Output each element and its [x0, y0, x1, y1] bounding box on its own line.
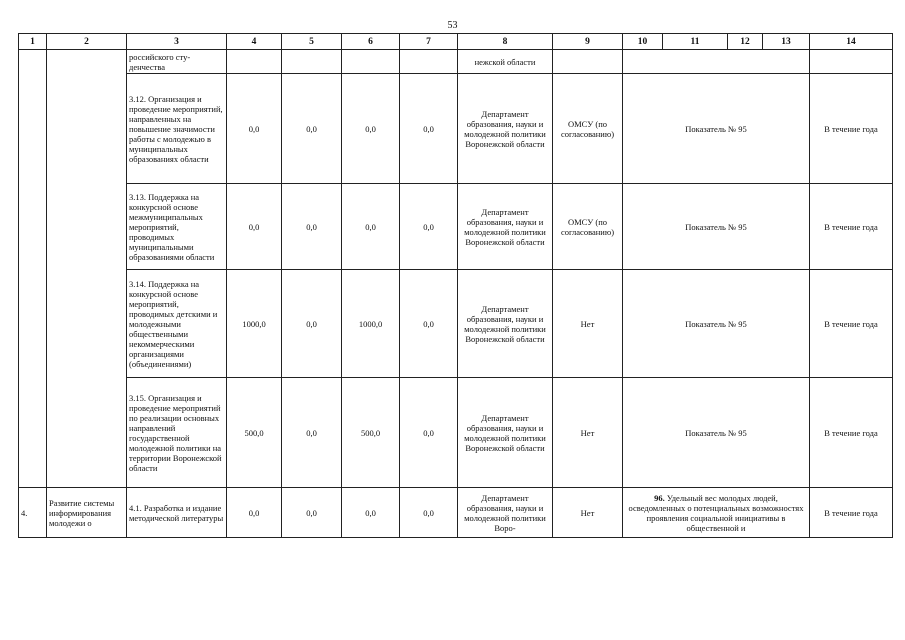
- indicator-cell: Показатель № 95: [623, 184, 810, 270]
- value-cell: 0,0: [400, 378, 458, 488]
- deadline-cell: В течение года: [810, 184, 893, 270]
- executor-cell: Департамент образования, науки и молодежной политики Воронежской области: [458, 184, 553, 270]
- indicator-cell: Показатель № 95: [623, 270, 810, 378]
- col-num-8: 8: [458, 34, 553, 50]
- value-cell: 0,0: [400, 74, 458, 184]
- deadline-cell: В течение года: [810, 488, 893, 538]
- value-cell: 0,0: [342, 488, 400, 538]
- value-cell: 0,0: [227, 74, 282, 184]
- col-num-7: 7: [400, 34, 458, 50]
- value-cell: 0,0: [400, 270, 458, 378]
- deadline-cell: В течение года: [810, 74, 893, 184]
- value-cell: 0,0: [227, 184, 282, 270]
- activity-cell: 3.13. Поддержка на конкурсной основе межмуниципальных мероприятий, проводимых муниципальными образованиями области: [127, 184, 227, 270]
- value-cell: 0,0: [282, 378, 342, 488]
- indicator-cell: [623, 488, 810, 538]
- col-num-12: 12: [728, 34, 763, 50]
- col-num-11: 11: [663, 34, 728, 50]
- indicator-text: Удельный вес молодых людей, осведомленных о потенциальных возможностях проявления социальной инициативы в общественной и: [628, 492, 804, 533]
- col1-empty: [19, 50, 47, 488]
- value-cell: 0,0: [400, 184, 458, 270]
- coexecutor-cell: Нет: [553, 378, 623, 488]
- table-row: [19, 270, 893, 378]
- table-row: [19, 378, 893, 488]
- value-cell: 0,0: [282, 184, 342, 270]
- activity-cell: 3.15. Организация и проведение мероприятий по реализации основных направлений государственной молодежной политики на территории Воронежской области: [127, 378, 227, 488]
- plan-table: [18, 33, 893, 538]
- activity-cell: 4.1. Разработка и издание методической литературы: [127, 488, 227, 538]
- table-row: [19, 184, 893, 270]
- col-num-9: 9: [553, 34, 623, 50]
- col-num-2: 2: [47, 34, 127, 50]
- indicator-cell: Показатель № 95: [623, 74, 810, 184]
- executor-cell: Департамент образования, науки и молодежной политики Воронежской области: [458, 270, 553, 378]
- col-num-13: 13: [763, 34, 810, 50]
- value-cell: 0,0: [400, 488, 458, 538]
- coexecutor-cell: ОМСУ (по согласованию): [553, 74, 623, 184]
- column-number-row: [19, 34, 893, 50]
- section-title: Развитие системы информирования молодежи о: [47, 488, 127, 538]
- table-row: [19, 74, 893, 184]
- col-num-1: 1: [19, 34, 47, 50]
- coexecutor-cell: Нет: [553, 270, 623, 378]
- col-num-14: 14: [810, 34, 893, 50]
- activity-cell: российского сту-денчества: [127, 50, 227, 74]
- col-num-6: 6: [342, 34, 400, 50]
- executor-cell: Департамент образования, науки и молодежной политики Воро-: [458, 488, 553, 538]
- executor-cell: Департамент образования, науки и молодежной политики Воронежской области: [458, 74, 553, 184]
- value-cell: 0,0: [282, 74, 342, 184]
- deadline-cell: В течение года: [810, 270, 893, 378]
- col-num-10: 10: [623, 34, 663, 50]
- value-cell: 0,0: [227, 488, 282, 538]
- value-cell: 500,0: [227, 378, 282, 488]
- deadline-cell: В течение года: [810, 378, 893, 488]
- page-number: 53: [447, 20, 458, 31]
- activity-cell: 3.14. Поддержка на конкурсной основе мероприятий, проводимых детскими и молодежными общественными некоммерческими организациями (объединениями): [127, 270, 227, 378]
- col2-empty: [47, 50, 127, 488]
- value-cell: 0,0: [282, 270, 342, 378]
- col-num-4: 4: [227, 34, 282, 50]
- col-num-5: 5: [282, 34, 342, 50]
- value-cell: 0,0: [342, 184, 400, 270]
- coexecutor-cell: Нет: [553, 488, 623, 538]
- col-num-3: 3: [127, 34, 227, 50]
- activity-cell: 3.12. Организация и проведение мероприятий, направленных на повышение значимости работы с молодежью в муниципальных образованиях области: [127, 74, 227, 184]
- executor-cell: нежской области: [458, 50, 553, 74]
- indicator-number: 96.: [654, 492, 665, 503]
- section-number: 4.: [19, 488, 47, 538]
- executor-cell: Департамент образования, науки и молодежной политики Воронежской области: [458, 378, 553, 488]
- value-cell: 0,0: [342, 74, 400, 184]
- value-cell: 0,0: [282, 488, 342, 538]
- value-cell: 500,0: [342, 378, 400, 488]
- table-row: [19, 488, 893, 538]
- indicator-cell: Показатель № 95: [623, 378, 810, 488]
- value-cell: 1000,0: [227, 270, 282, 378]
- coexecutor-cell: ОМСУ (по согласованию): [553, 184, 623, 270]
- value-cell: 1000,0: [342, 270, 400, 378]
- continued-row: [19, 50, 893, 74]
